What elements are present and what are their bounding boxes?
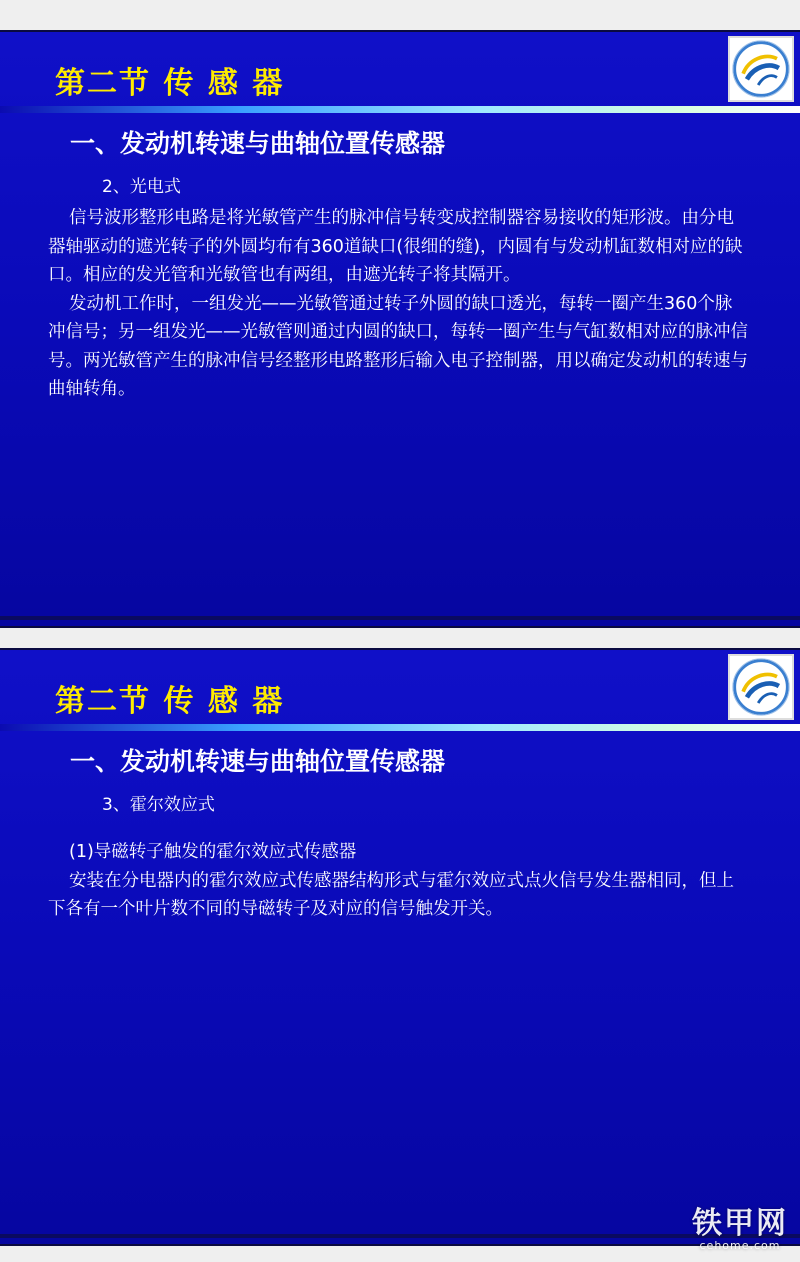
body-paragraph: 信号波形整形电路是将光敏管产生的脉冲信号转变成控制器容易接收的矩形波。由分电器轴驱动的遮光转子的外圆均布有360道缺口(很细的缝)，内圆有与发动机缸数相对应的缺口。相应的发光管和光敏管也有两组，由遮光转子将其隔开。: [48, 208, 743, 285]
slide-footer-bar: [0, 616, 800, 620]
watermark: [692, 1208, 788, 1252]
slide-1: [0, 30, 800, 628]
section-heading: 一、发动机转速与曲轴位置传感器: [70, 747, 446, 776]
section-heading: 一、发动机转速与曲轴位置传感器: [70, 129, 446, 158]
university-logo-icon: [728, 36, 794, 102]
slide-body: [48, 204, 748, 404]
body-paragraph: 安装在分电器内的霍尔效应式传感器结构形式与霍尔效应式点火信号发生器相同，但上下各有一个叶片数不同的导磁转子及对应的信号触发开关。: [48, 870, 734, 919]
body-subtitle: (1)导磁转子触发的霍尔效应式传感器: [69, 842, 357, 862]
university-logo-icon: [728, 654, 794, 720]
slide-footer-bar: [0, 1234, 800, 1238]
title-divider: [0, 724, 800, 731]
subsection-heading: 3、霍尔效应式: [102, 795, 215, 815]
slide-title: 第二节 传 感 器: [55, 684, 285, 719]
subsection-heading: 2、光电式: [102, 177, 181, 197]
logo-graphic: [730, 38, 792, 100]
slide-title: 第二节 传 感 器: [55, 66, 285, 101]
title-divider: [0, 106, 800, 113]
slide-body: [48, 838, 748, 924]
slide-2: [0, 648, 800, 1246]
watermark-brand: 铁甲网: [692, 1206, 788, 1241]
logo-graphic: [730, 656, 792, 718]
body-paragraph: 发动机工作时，一组发光——光敏管通过转子外圆的缺口透光，每转一圈产生360个脉冲信号；另一组发光——光敏管则通过内圆的缺口，每转一圈产生与气缸数相对应的脉冲信号。两光敏管产生的脉冲信号经整形电路整形后输入电子控制器，用以确定发动机的转速与曲轴转角。: [48, 293, 748, 399]
watermark-domain: cehome.com: [699, 1239, 781, 1252]
